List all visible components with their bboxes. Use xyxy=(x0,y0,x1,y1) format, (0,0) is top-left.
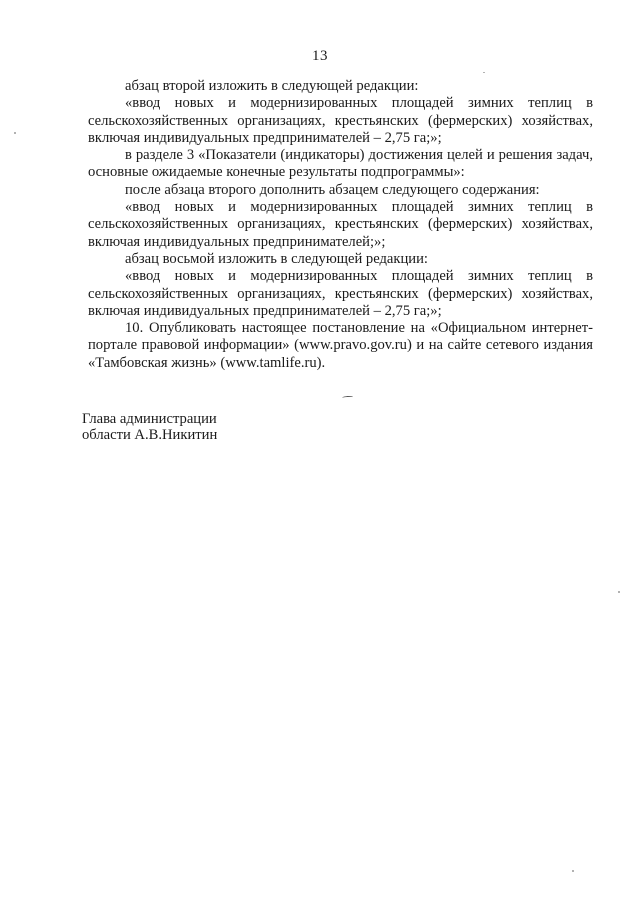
scan-speck xyxy=(14,132,16,134)
scan-speck xyxy=(572,870,574,872)
paragraph-3: в разделе 3 «Показатели (индикаторы) достижения целей и решения задач, основные ожидаемые конечные результаты подпрограммы»: xyxy=(88,147,593,181)
paragraph-8: 10. Опубликовать настоящее постановление на «Официальном интернет-портале правовой информации» (www.pravo.gov.ru) и на сайте сетевого издания «Тамбовская жизнь» (www.tamlife.ru). xyxy=(88,320,593,371)
page-number: 13 xyxy=(312,48,328,64)
scan-speck xyxy=(483,72,485,73)
pen-mark xyxy=(342,396,353,400)
paragraph-2: «ввод новых и модернизированных площадей зимних теплиц в сельскохозяйственных организациях, крестьянских (фермерских) хозяйствах, включая индивидуальных предпринимателей – 2,75 га;»; xyxy=(88,95,593,146)
signature-title: Глава администрации xyxy=(82,411,217,427)
paragraph-1: абзац второй изложить в следующей редакции: xyxy=(125,78,419,94)
paragraph-7: «ввод новых и модернизированных площадей зимних теплиц в сельскохозяйственных организациях, крестьянских (фермерских) хозяйствах, включая индивидуальных предпринимателей – 2,75 га;»; xyxy=(88,268,593,319)
document-body xyxy=(88,78,593,372)
scan-speck xyxy=(618,591,620,593)
signature-name: области А.В.Никитин xyxy=(82,427,218,443)
paragraph-4: после абзаца второго дополнить абзацем следующего содержания: xyxy=(125,181,540,198)
paragraph-6: абзац восьмой изложить в следующей редакции: xyxy=(125,250,428,267)
signature-block xyxy=(82,411,217,443)
paragraph-5: «ввод новых и модернизированных площадей зимних теплиц в сельскохозяйственных организациях, крестьянских (фермерских) хозяйствах, включая индивидуальных предпринимателей;»; xyxy=(88,199,593,250)
